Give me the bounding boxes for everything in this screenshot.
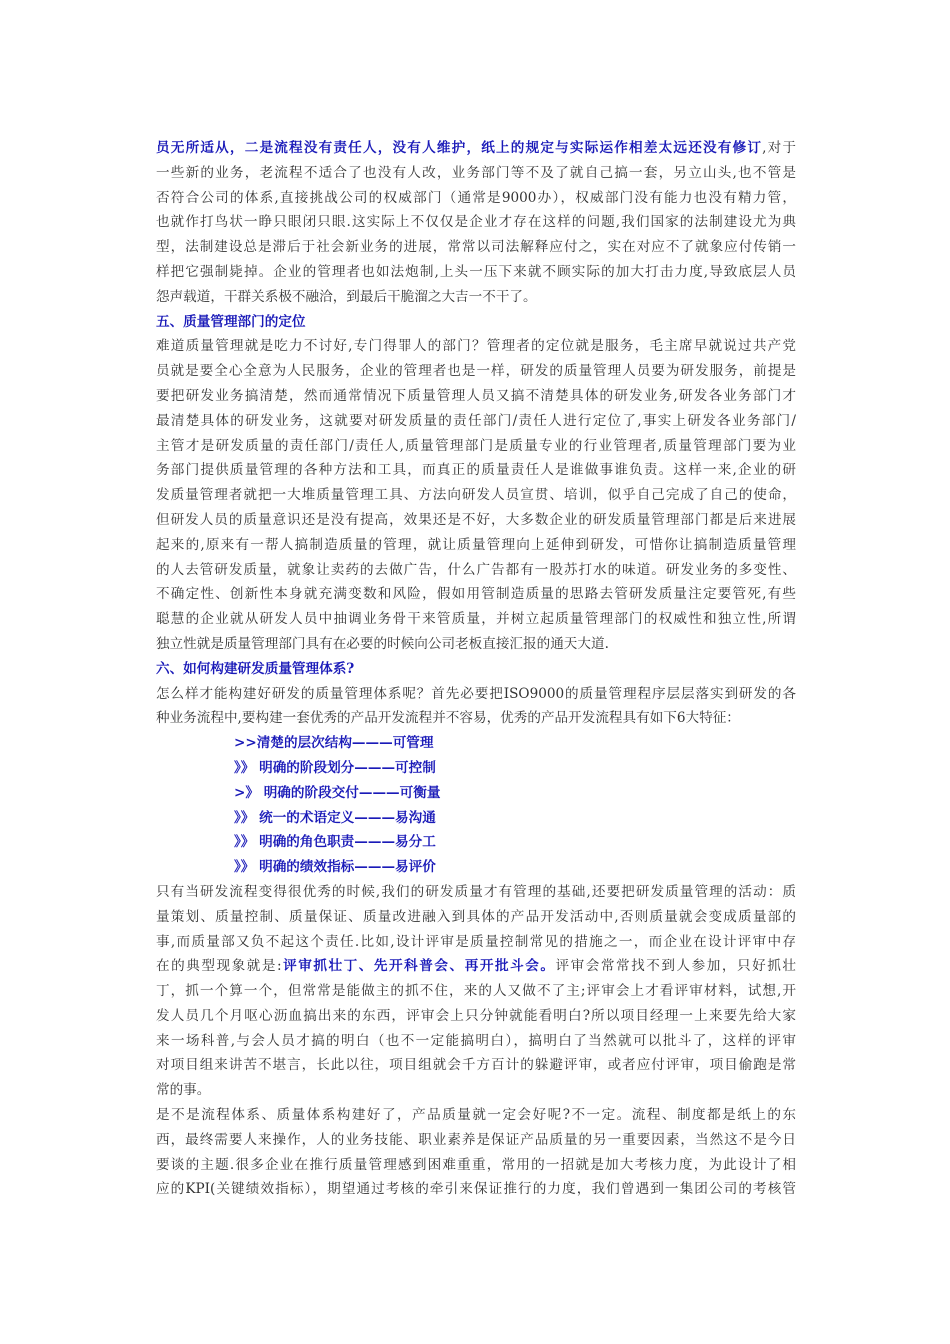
paragraph-line: 西，最终需要人来操作，人的业务技能、职业素养是保证产品质量的另一重要因素，当然这不是今日 bbox=[156, 1131, 796, 1148]
paragraph-line: 但研发人员的质量意识还是没有提高，效果还是不好，大多数企业的研发质量管理部门都是后来进展 bbox=[156, 511, 796, 528]
feature-item: 》》 明确的阶段划分———可控制 bbox=[234, 759, 436, 776]
paragraph-line: 最清楚具体的研发业务，这就要对研发质量的责任部门/责任人进行定位了,事实上研发各业务部门/ bbox=[156, 412, 796, 429]
paragraph-line: 发人员几个月呕心沥血搞出来的东西，评审会上只分钟就能看明白?所以项目经理一上来要先给大家 bbox=[156, 1007, 796, 1024]
paragraph-line: 量策划、质量控制、质量保证、质量改进融入到具体的产品开发活动中,否则质量就会变成质量部的 bbox=[156, 908, 796, 925]
body-text: 在的典型现象就是: bbox=[156, 958, 282, 975]
paragraph-line: 发质量管理者就把一大堆质量管理工具、方法向研发人员宣贯、培训，似乎自己完成了自己的使命， bbox=[156, 487, 796, 504]
paragraph-line: 要谈的主题.很多企业在推行质量管理感到困难重重，常用的一招就是加大考核力度，为此设计了相 bbox=[156, 1156, 796, 1173]
feature-item: >>清楚的层次结构———可管理 bbox=[234, 735, 434, 752]
feature-item: >》 明确的阶段交付———可衡量 bbox=[234, 784, 441, 801]
paragraph-line: 不确定性、创新性本身就充满变数和风险，假如用管制造质量的思路去管研发质量注定要管死,有些 bbox=[156, 586, 796, 603]
paragraph-line: 种业务流程中,要构建一套优秀的产品开发流程并不容易，优秀的产品开发流程具有如下6大特征： bbox=[156, 710, 740, 727]
paragraph-line: 常的事。 bbox=[156, 1082, 211, 1099]
body-text: ,对于 bbox=[762, 140, 796, 156]
paragraph-line: 对项目组来讲苦不堪言，长此以往，项目组就会千方百计的躲避评审，或者应付评审，项目偷跑是常 bbox=[156, 1057, 796, 1074]
paragraph-line: 主管才是研发质量的责任部门/责任人,质量管理部门是质量专业的行业管理者,质量管理部门要为业 bbox=[156, 437, 796, 454]
paragraph-line: 样把它强制毙掉。企业的管理者也如法炮制,上头一压下来就不顾实际的加大打击力度,导致底层人员 bbox=[156, 263, 796, 280]
paragraph-line: 员就是要全心全意为人民服务，企业的管理者也是一样，研发的质量管理人员要为研发服务，前提是 bbox=[156, 363, 796, 380]
paragraph-line bbox=[156, 136, 796, 161]
feature-item: 》》 明确的角色职责———易分工 bbox=[234, 834, 436, 851]
document-body bbox=[156, 136, 796, 1202]
paragraph-line: 独立性就是质量管理部门具有在必要的时候向公司老板直接汇报的通天大道. bbox=[156, 635, 609, 652]
paragraph-line bbox=[156, 954, 796, 979]
body-text: 评审会常常找不到人参加，只好抓壮 bbox=[555, 958, 796, 975]
paragraph-line: 怨声载道，干群关系极不融洽，到最后干脆溜之大吉一不干了。 bbox=[156, 288, 537, 305]
bold-text: 评审抓壮丁、先开科普会、再开批斗会。 bbox=[281, 958, 556, 975]
paragraph-line: 聪慧的企业就从研发人员中抽调业务骨干来管质量，并树立起质量管理部门的权威性和独立性,所谓 bbox=[156, 611, 796, 628]
paragraph-line: 是不是流程体系、质量体系构建好了，产品质量就一定会好呢?不一定。流程、制度都是纸上的东 bbox=[156, 1107, 796, 1124]
feature-item: 》》 统一的术语定义———易沟通 bbox=[234, 809, 436, 826]
paragraph-line: 来一场科普,与会人员才搞的明白（也不一定能搞明白），搞明白了当然就可以批斗了，这样的评审 bbox=[156, 1032, 796, 1049]
paragraph-line: 事,而质量部又负不起这个责任.比如,设计评审是质量控制常见的措施之一，而企业在设计评审中存 bbox=[156, 933, 796, 950]
paragraph-line: 否符合公司的体系,直接挑战公司的权威部门（通常是9000办），权威部门没有能力也没有精力管， bbox=[156, 189, 796, 206]
paragraph-line: 应的KPI(关键绩效指标），期望通过考核的牵引来保证推行的力度，我们曾遇到一集团公司的考核管 bbox=[156, 1181, 796, 1198]
paragraph-line: 要把研发业务搞清楚，然而通常情况下质量管理人员又搞不清楚具体的研发业务,研发各业务部门才 bbox=[156, 387, 796, 404]
paragraph-line: 起来的,原来有一帮人搞制造质量的管理，就让质量管理向上延伸到研发，可惜你让搞制造质量管理 bbox=[156, 536, 796, 553]
paragraph-line: 只有当研发流程变得很优秀的时候,我们的研发质量才有管理的基础,还要把研发质量管理的活动：质 bbox=[156, 883, 796, 900]
feature-item: 》》 明确的绩效指标———易评价 bbox=[234, 859, 436, 876]
paragraph-line: 怎么样才能构建好研发的质量管理体系呢？首先必要把ISO9000的质量管理程序层层落实到研发的各 bbox=[156, 685, 796, 702]
paragraph-line: 丁，抓一个算一个，但常常是能做主的抓不住，来的人又做不了主;评审会上才看评审材料，试想,开 bbox=[156, 983, 796, 1000]
paragraph-line: 务部门提供质量管理的各种方法和工具，而真正的质量责任人是谁做事谁负责。这样一来,企业的研 bbox=[156, 462, 796, 479]
paragraph-line: 型，法制建设总是滞后于社会新业务的进展，常常以司法解释应付之，实在对应不了就象应付传销一 bbox=[156, 239, 796, 256]
bold-text: 员无所适从，二是流程没有责任人，没有人维护，纸上的规定与实际运作相差太远还没有修订 bbox=[156, 140, 763, 156]
paragraph-line: 一些新的业务，老流程不适合了也没有人改，业务部门等不及了就自己搞一套，另立山头,也不管是 bbox=[156, 164, 796, 181]
paragraph-line: 难道质量管理就是吃力不讨好,专门得罪人的部门？管理者的定位就是服务，毛主席早就说过共产党 bbox=[156, 338, 796, 355]
paragraph-line: 也就作打鸟状一睁只眼闭只眼.这实际上不仅仅是企业才存在这样的问题,我们国家的法制建设尤为典 bbox=[156, 214, 796, 231]
paragraph-line: 的人去管研发质量，就象让卖药的去做广告，什么广告都有一股苏打水的味道。研发业务的多变性、 bbox=[156, 561, 796, 578]
section-heading: 五、质量管理部门的定位 bbox=[156, 313, 306, 330]
section-heading: 六、如何构建研发质量管理体系? bbox=[156, 660, 355, 677]
